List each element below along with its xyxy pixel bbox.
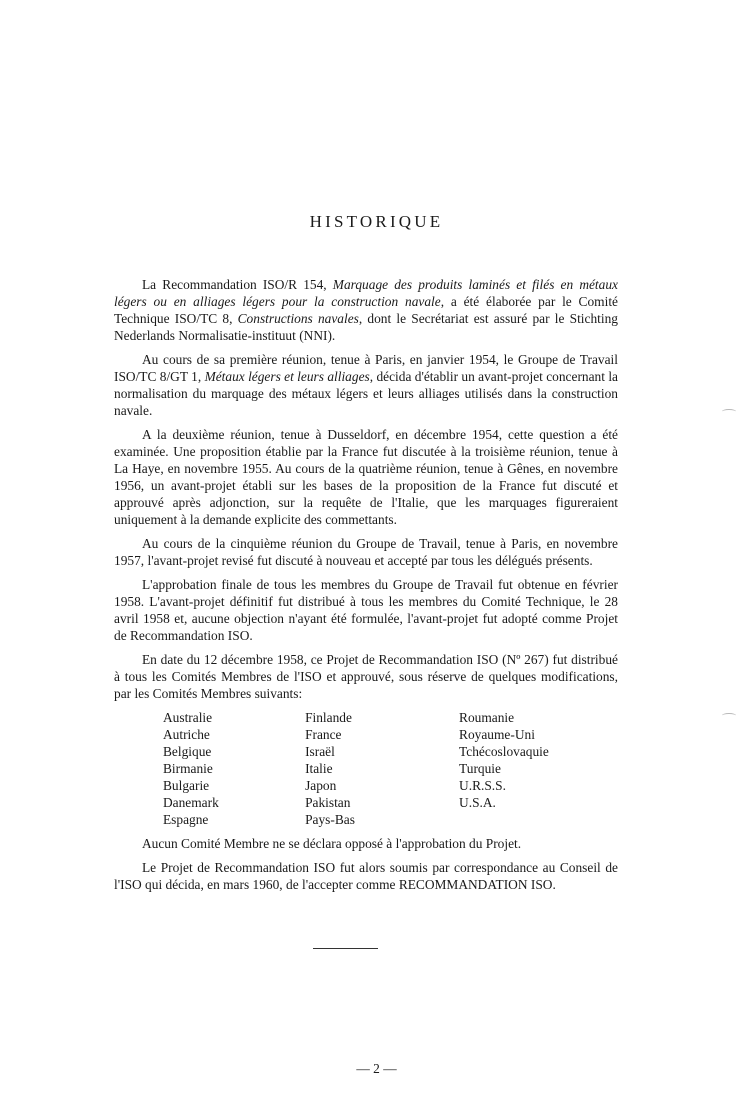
paragraph-1-title-italic: Marquage des produits laminés et filés en métaux légers ou en alliages légers pour la construction navale — [114, 277, 618, 309]
list-item: Turquie — [459, 761, 501, 776]
paragraph-8: Le Projet de Recommandation ISO fut alors soumis par correspondance au Conseil de l'ISO qui décida, en mars 1960, de l'accepter comme RECOMMANDATION ISO. — [114, 860, 618, 892]
list-item: Espagne — [163, 812, 209, 827]
list-item: Roumanie — [459, 710, 515, 725]
document-body — [114, 276, 618, 900]
list-item: Pays-Bas — [305, 812, 355, 827]
countries-column-2 — [305, 709, 459, 828]
list-item: Autriche — [163, 727, 210, 742]
paragraph-2-text-b: , décida d'établir un avant-projet concernant la normalisation du marquage des métaux légers et leurs alliages utilisés dans la construction navale. — [114, 369, 618, 418]
list-item: Birmanie — [163, 761, 213, 776]
list-item: U.S.A. — [459, 795, 496, 810]
member-countries-list — [163, 709, 618, 828]
list-item: Bulgarie — [163, 778, 210, 793]
paragraph-1-text-b: , a été élaborée par le Comité Technique ISO/TC 8, — [114, 294, 618, 326]
list-item: Italie — [305, 761, 333, 776]
list-item: Israël — [305, 744, 335, 759]
countries-column-1 — [163, 709, 305, 828]
paragraph-3: A la deuxième réunion, tenue à Dusseldorf, en décembre 1954, cette question a été examinée. Une proposition établie par la France fut discutée à la troisième réunion, tenue à La Haye, en novembre 1955. Au cours de la quatrième réunion, tenue à Gênes, en novembre 1956, un avant-projet établi sur les bases de la proposition de la France fut discuté et approuvé après adjonction, sur la requête de l'Italie, que les marquages figureraient uniquement à la demande explicite des commettants. — [114, 427, 618, 527]
paragraph-1-committee-italic: Constructions navales — [237, 311, 359, 326]
paragraph-2-italic: Métaux légers et leurs alliages — [204, 369, 370, 384]
margin-mark — [722, 409, 736, 414]
paragraph-7: Aucun Comité Membre ne se déclara opposé à l'approbation du Projet. — [142, 836, 522, 851]
list-item: Finlande — [305, 710, 352, 725]
paragraph-2-text-a: Au cours de sa première réunion, tenue à Paris, en janvier 1954, le Groupe de Travail ISO/TC 8/GT 1, — [114, 352, 618, 384]
paragraph-4: Au cours de la cinquième réunion du Groupe de Travail, tenue à Paris, en novembre 1957, l'avant-projet revisé fut discuté à nouveau et accepté par tous les délégués présents. — [114, 536, 618, 568]
list-item: Tchécoslovaquie — [459, 744, 549, 759]
margin-mark — [722, 713, 736, 718]
paragraph-5: L'approbation finale de tous les membres du Groupe de Travail fut obtenue en février 1958. L'avant-projet définitif fut distribué à tous les membres du Comité Technique, le 28 avril 1958 et, aucune objection n'ayant été formulée, l'avant-projet fut adopté comme Projet de Recommandation ISO. — [114, 577, 618, 643]
section-divider — [313, 948, 378, 949]
paragraph-1-text-c: , dont le Secrétariat est assuré par le Stichting Nederlands Normalisatie-instituut (NNI). — [114, 311, 618, 343]
list-item: Pakistan — [305, 795, 351, 810]
page-number: — 2 — — [356, 1061, 397, 1076]
countries-column-3 — [459, 709, 618, 828]
list-item: Belgique — [163, 744, 212, 759]
paragraph-1-text-a: La Recommandation ISO/R 154, — [142, 277, 333, 292]
page-title: HISTORIQUE — [309, 212, 444, 231]
list-item: Royaume-Uni — [459, 727, 535, 742]
paragraph-6: En date du 12 décembre 1958, ce Projet de Recommandation ISO (Nº 267) fut distribué à tous les Comités Membres de l'ISO et approuvé, sous réserve de quelques modifications, par les Comités Membres suivants: — [114, 652, 618, 701]
list-item: France — [305, 727, 342, 742]
paragraph-1 — [114, 276, 618, 344]
paragraph-2 — [114, 351, 618, 419]
list-item: Danemark — [163, 795, 219, 810]
list-item: Japon — [305, 778, 337, 793]
list-item: Australie — [163, 710, 213, 725]
list-item: U.R.S.S. — [459, 778, 506, 793]
